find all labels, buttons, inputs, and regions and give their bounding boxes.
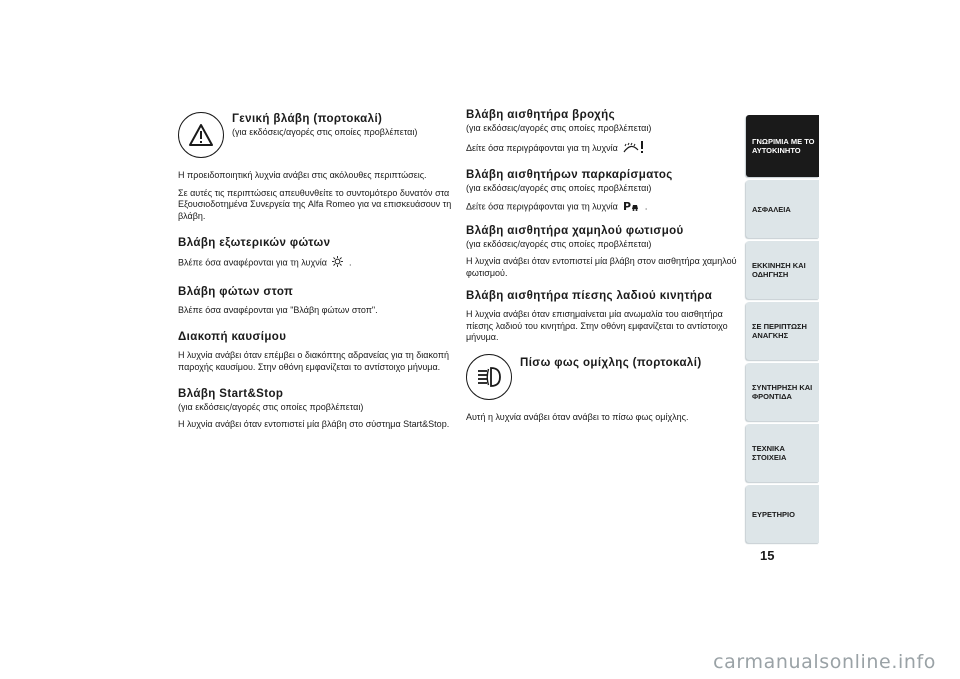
exterior-lights-text-after: .: [348, 257, 352, 268]
general-fault-sub: (για εκδόσεις/αγορές στις οποίες προβλέπεται): [232, 127, 418, 137]
rain-sensor-text-label: Δείτε όσα περιγράφονται για τη λυχνία: [466, 143, 618, 154]
tab-label: ΤΕΧΝΙΚΑ ΣΤΟΙΧΕΙΑ: [752, 444, 787, 462]
fuel-cutoff-text: Η λυχνία ανάβει όταν επέμβει ο διακόπτης αδρανείας για τη διακοπή παροχής καυσίμου. Στην οθόνη εμφανίζεται το αντίστοιχο μήνυμα.: [178, 350, 449, 372]
right-column: [466, 108, 738, 423]
stop-lights-text: Βλέπε όσα αναφέρονται για "Βλάβη φώτων στοπ".: [178, 304, 378, 315]
parking-sensors-text-after: .: [644, 201, 648, 212]
tab-label: ΕΚΚΙΝΗΣΗ ΚΑΙ ΟΔΗΓΗΣΗ: [752, 261, 806, 279]
rain-sensor-title: Βλάβη αισθητήρα βροχής: [466, 109, 615, 121]
tab-safety[interactable]: [746, 180, 819, 238]
rear-fog-light-icon: [466, 354, 512, 400]
start-stop-sub: (για εκδόσεις/αγορές στις οποίες προβλέπεται): [178, 402, 364, 412]
general-fault-title: Γενική βλάβη (πορτοκαλί): [232, 113, 383, 125]
dusk-sensor-title: Βλάβη αισθητήρα χαμηλού φωτισμού: [466, 225, 684, 237]
parking-sensors-text-before: Δείτε όσα περιγράφονται για τη λυχνία: [466, 201, 618, 212]
tab-label: ΕΥΡΕΤΗΡΙΟ: [752, 509, 795, 519]
parking-sensors-sub: (για εκδόσεις/αγορές στις οποίες προβλέπεται): [466, 182, 652, 193]
tab-getting-to-know[interactable]: [746, 115, 819, 177]
tab-emergency[interactable]: [746, 302, 819, 360]
bulb-fault-icon: [332, 256, 343, 271]
start-stop-text: Η λυχνία ανάβει όταν εντοπιστεί μία βλάβη στο σύστημα Start&Stop.: [178, 419, 450, 429]
watermark-text: carmanualsonline.info: [713, 650, 936, 673]
parking-sensors-title: Βλάβη αισθητήρων παρκαρίσματος: [466, 168, 673, 181]
stop-lights-title: Βλάβη φώτων στοπ: [178, 285, 294, 298]
tab-technical-data[interactable]: [746, 424, 819, 482]
page-number: 15: [760, 548, 775, 563]
tab-label: ΣΕ ΠΕΡΙΠΤΩΣΗ ΑΝΑΓΚΗΣ: [752, 322, 807, 340]
exterior-lights-text-before: Βλέπε όσα αναφέρονται για τη λυχνία: [178, 257, 327, 268]
warning-triangle-icon: [178, 112, 224, 158]
rear-fog-text: Αυτή η λυχνία ανάβει όταν ανάβει το πίσω φως ομίχλης.: [466, 411, 689, 422]
rain-sensor-fault-icon: [623, 140, 645, 158]
parking-sensor-icon: [623, 200, 639, 215]
tab-label: ΑΣΦΑΛΕΙΑ: [752, 204, 791, 214]
oil-pressure-text: Η λυχνία ανάβει όταν επισημαίνεται μία ανωμαλία του αισθητήρα πίεσης λαδιού του κινητήρα. Στην οθόνη εμφανίζεται το αντίστοιχο μήνυμα.: [466, 309, 728, 342]
exterior-lights-text: [178, 256, 458, 271]
start-stop-title: Βλάβη Start&Stop: [178, 388, 284, 400]
rain-sensor-sub: (για εκδόσεις/αγορές στις οποίες προβλέπεται): [466, 123, 652, 133]
general-fault-block: [178, 108, 458, 164]
exterior-lights-title: Βλάβη εξωτερικών φώτων: [178, 237, 331, 249]
rear-fog-block: [466, 350, 738, 412]
left-column: [178, 108, 458, 431]
general-fault-p1: Η προειδοποιητική λυχνία ανάβει στις ακόλουθες περιπτώσεις.: [178, 170, 427, 180]
watermark-bar: [0, 644, 960, 679]
svg-text:P: P: [623, 199, 632, 211]
tab-label: ΣΥΝΤΗΡΗΣΗ ΚΑΙ ΦΡΟΝΤΙΔΑ: [752, 383, 813, 401]
tab-starting-driving[interactable]: [746, 241, 819, 299]
rain-sensor-text: [466, 140, 738, 158]
section-tabs: [746, 115, 819, 546]
general-fault-p2: Σε αυτές τις περιπτώσεις απευθυνθείτε το συντομότερο δυνατόν στα Εξουσιοδοτημένα Συνεργεία της Alfa Romeo για να επισκευάσουν τη βλάβη.: [178, 187, 452, 221]
dusk-sensor-sub: (για εκδόσεις/αγορές στις οποίες προβλέπεται): [466, 239, 652, 249]
tab-index[interactable]: [746, 485, 819, 543]
rear-fog-title: Πίσω φως ομίχλης (πορτοκαλί): [520, 356, 702, 369]
oil-pressure-title: Βλάβη αισθητήρα πίεσης λαδιού κινητήρα: [466, 290, 713, 302]
tab-label: ΓΝΩΡΙΜΙΑ ΜΕ ΤΟ ΑΥΤΟΚΙΝΗΤΟ: [752, 137, 815, 155]
fuel-cutoff-title: Διακοπή καυσίμου: [178, 331, 287, 343]
tab-maintenance[interactable]: [746, 363, 819, 421]
parking-sensors-text: [466, 200, 738, 215]
dusk-sensor-text: Η λυχνία ανάβει όταν εντοπιστεί μία βλάβη στον αισθητήρα χαμηλού φωτισμού.: [466, 256, 737, 278]
